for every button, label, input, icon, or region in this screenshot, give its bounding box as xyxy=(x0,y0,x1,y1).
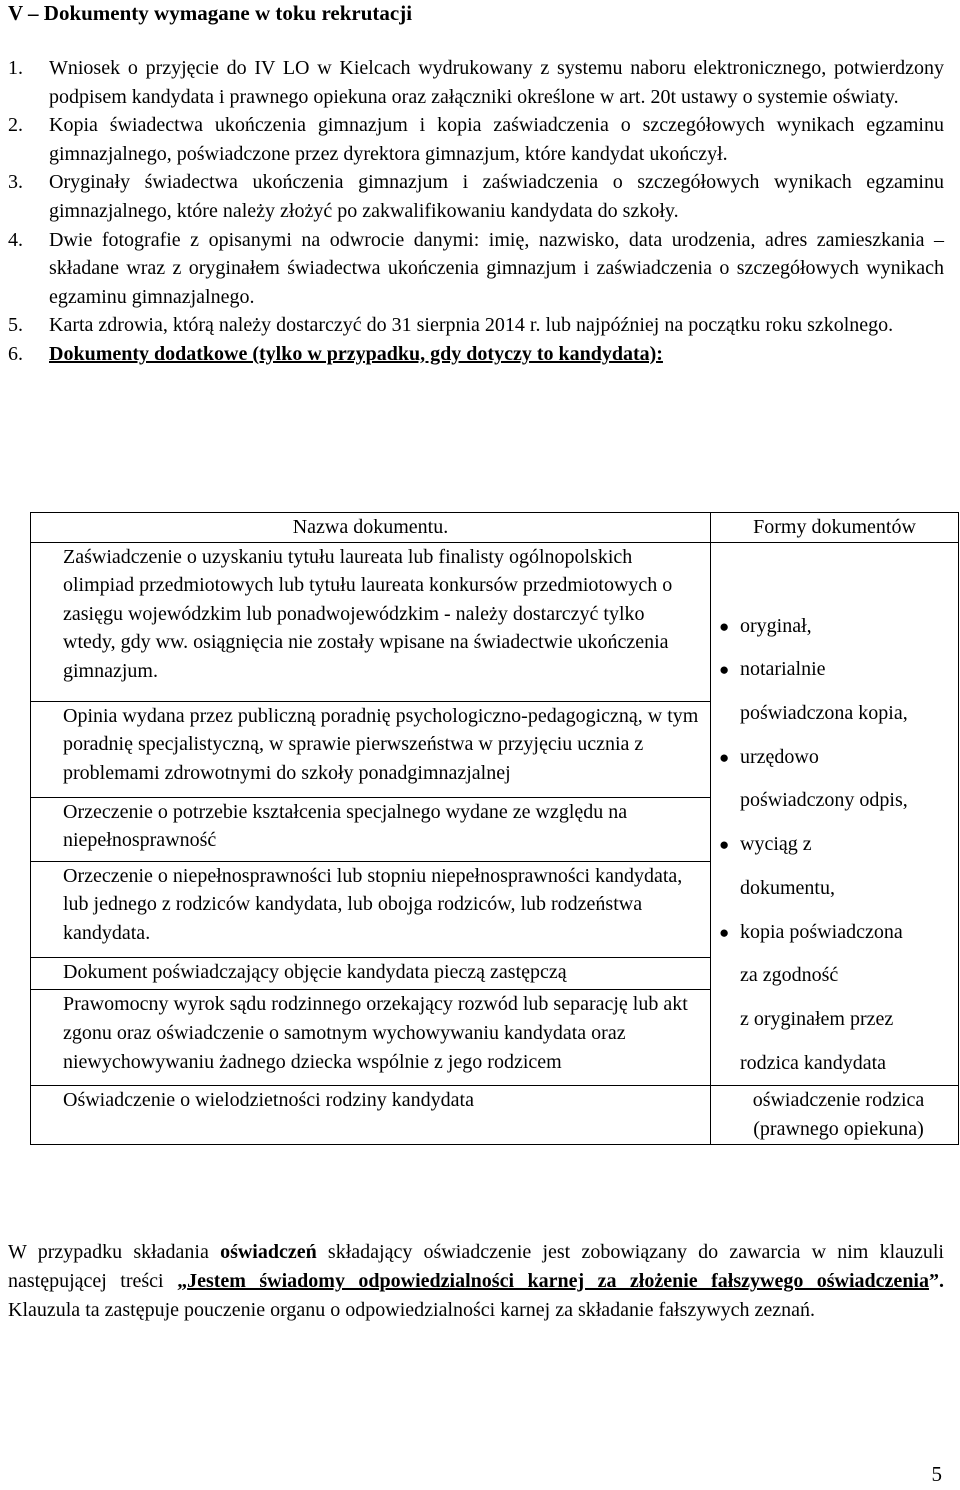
list-item: 6. Dokumenty dodatkowe (tylko w przypadku, gdy dotyczy to kandydata): xyxy=(8,342,663,365)
document-name-cell: Orzeczenie o niepełnosprawności lub stopniu niepełnosprawności kandydata, lub jednego z rodziców kandydata, lub obojga rodziców, lub rodzeństwa kandydata. xyxy=(31,861,711,957)
document-forms-cell: oświadczenie rodzica (prawnego opiekuna) xyxy=(711,1086,959,1144)
form-item: rodzica kandydata xyxy=(740,1051,887,1074)
document-name-cell: Zaświadczenie o uzyskaniu tytułu laureata lub finalisty ogólnopolskich olimpiad przedmiotowych lub tytułu laureata konkursów przedmiotowych o zasięgu wojewódzkim lub ponadwojewódzkim - należy dostarczyć tylko wtedy, gdy ww. osiągnięcia nie zostały wpisane na świadectwie ukończenia gimnazjum. xyxy=(31,542,711,701)
document-name-cell: Prawomocny wyrok sądu rodzinnego orzekający rozwód lub separację lub akt zgonu oraz oświadczenie o samotnym wychowywaniu kandydata oraz niewychowywaniu żadnego dziecka wspólnie z jego rodzicem xyxy=(31,990,711,1086)
form-item: ● kopia poświadczona xyxy=(719,911,958,955)
bullet-icon: ● xyxy=(719,660,730,680)
form-item: ● notarialnie xyxy=(719,648,958,692)
clause-text: Jestem świadomy odpowiedzialności karnej za złożenie fałszywego oświadczenia xyxy=(187,1269,929,1292)
table-row xyxy=(31,542,959,701)
column-header-forms: Formy dokumentów xyxy=(711,513,959,543)
section-title: V – Dokumenty wymagane w toku rekrutacji xyxy=(8,1,413,25)
document-forms-cell xyxy=(711,542,959,1086)
list-item: 5. Karta zdrowia, którą należy dostarczyć do 31 sierpnia 2014 r. lub najpóźniej na początku roku szkolnego. xyxy=(8,314,894,337)
form-item: ● urzędowo xyxy=(719,736,958,780)
form-item: poświadczony odpis, xyxy=(740,789,908,812)
form-item: poświadczona kopia, xyxy=(740,702,908,724)
form-item: ● wyciąg z xyxy=(719,823,958,867)
document-name-cell: Dokument poświadczający objęcie kandydata pieczą zastępczą xyxy=(31,957,711,990)
list-item: 2. Kopia świadectwa ukończenia gimnazjum i kopia zaświadczenia o szczegółowych wynikach egzaminu gimnazjalnego, poświadczone przez dyrektora gimnazjum, które kandydat ukończył. xyxy=(8,114,944,165)
form-item: dokumentu, xyxy=(740,876,835,899)
bullet-icon: ● xyxy=(719,922,730,942)
table-header-row xyxy=(31,513,959,543)
document-name-cell: Oświadczenie o wielodzietności rodziny kandydata xyxy=(31,1086,711,1144)
document-name-cell: Orzeczenie o potrzebie kształcenia specjalnego wydane ze względu na niepełnosprawność xyxy=(31,797,711,861)
list-item: 1. Wniosek o przyjęcie do IV LO w Kielcach wydrukowany z systemu naboru elektronicznego, potwierdzony podpisem kandydata i prawnego opiekuna oraz załączniki określone w art. 20t ustawy o systemie oświaty. xyxy=(8,57,944,108)
list-item: 4. Dwie fotografie z opisanymi na odwrocie danymi: imię, nazwisko, data urodzenia, adres zamieszkania – składane wraz z oryginałem świadectwa ukończenia gimnazjum i zaświadczenia o szczegółowych wynikach egzaminu gimnazjalnego. xyxy=(8,228,944,308)
additional-documents-table xyxy=(30,512,959,1145)
bullet-icon: ● xyxy=(719,835,730,855)
list-item: 3. Oryginały świadectwa ukończenia gimnazjum i zaświadczenia o szczegółowych wynikach egzaminu gimnazjalnego, które należy złożyć po zakwalifikowaniu kandydata do szkoły. xyxy=(8,171,944,222)
bullet-icon: ● xyxy=(719,747,730,767)
closing-paragraph: W przypadku składania oświadczeń składający oświadczenie jest zobowiązany do zawarcia w nim klauzuli następującej treści „Jestem świadomy odpowiedzialności karnej za złożenie fałszywego oświadczenia”. Klauzula ta zastępuje pouczenie organu o odpowiedzialności karnej za składanie fałszywych zeznań. xyxy=(8,1241,944,1321)
document-name-cell: Opinia wydana przez publiczną poradnię psychologiczno-pedagogiczną, w tym poradnię specjalistyczną, w sprawie pierwszeństwa w przyjęciu ucznia z problemami zdrowotnymi do szkoły ponadgimnazjalnej xyxy=(31,701,711,797)
table-row xyxy=(31,1086,959,1144)
form-item: z oryginałem przez xyxy=(740,1007,894,1030)
required-documents-list xyxy=(8,54,944,369)
bullet-icon: ● xyxy=(719,616,730,636)
column-header-name: Nazwa dokumentu. xyxy=(31,513,711,543)
form-item: za zgodność xyxy=(740,964,839,987)
form-item: ● oryginał, xyxy=(719,605,958,649)
forms-list xyxy=(719,605,958,1086)
page-number: 5 xyxy=(931,1462,942,1486)
